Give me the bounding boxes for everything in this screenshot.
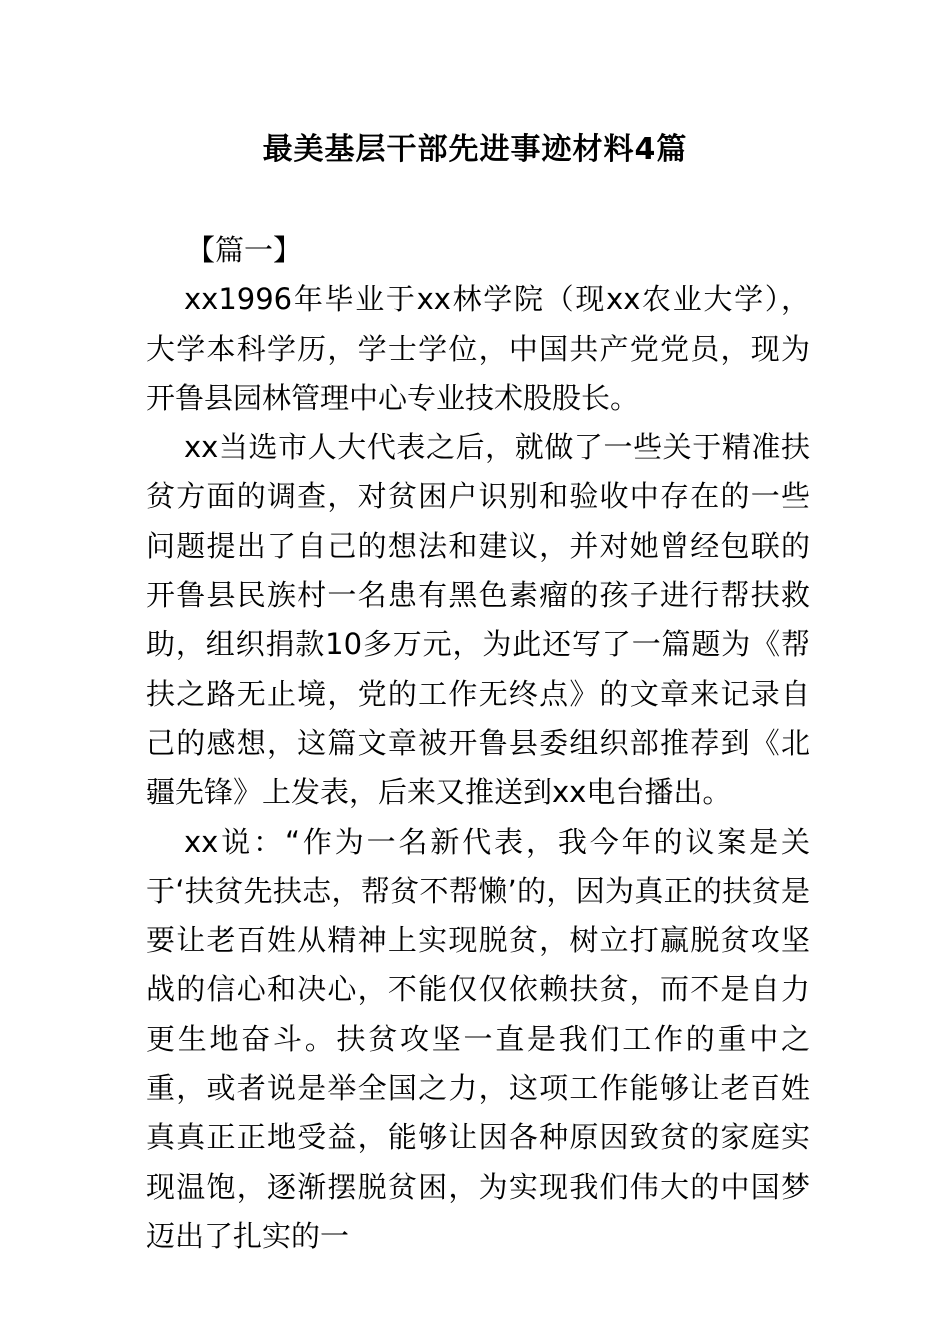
document-title: 最美基层干部先进事迹材料4篇 bbox=[262, 132, 688, 167]
section-heading: 【篇一】 bbox=[186, 233, 303, 267]
paragraph-1: xx1996年毕业于xx林学院（现xx农业大学），大学本科学历，学士学位，中国共产党党员，现为开鲁县园林管理中心专业技术股股长。 bbox=[146, 282, 810, 415]
paragraph-3: xx说：“作为一名新代表，我今年的议案是关于‘扶贫先扶志，帮贫不帮懒’的，因为真正的扶贫是要让老百姓从精神上实现脱贫，树立打赢脱贫攻坚战的信心和决心，不能仅仅依赖扶贫，而不是自力更生地奋斗。扶贫攻坚一直是我们工作的重中之重，或者说是举全国之力，这项工作能够让老百姓真真正正地受益，能够让因各种原因致贫的家庭实现温饱，逐渐摆脱贫困，为实现我们伟大的中国梦迈出了扎实的一 bbox=[146, 824, 810, 1253]
paragraph-2: xx当选市人大代表之后，就做了一些关于精准扶贫方面的调查，对贫困户识别和验收中存在的一些问题提出了自己的想法和建议，并对她曾经包联的开鲁县民族村一名患有黑色素瘤的孩子进行帮扶救助，组织捐款10多万元，为此还写了一篇题为《帮扶之路无止境，党的工作无终点》的文章来记录自己的感想，这篇文章被开鲁县委组织部推荐到《北疆先锋》上发表，后来又推送到xx电台播出。 bbox=[146, 430, 810, 810]
document-body bbox=[146, 226, 810, 1261]
